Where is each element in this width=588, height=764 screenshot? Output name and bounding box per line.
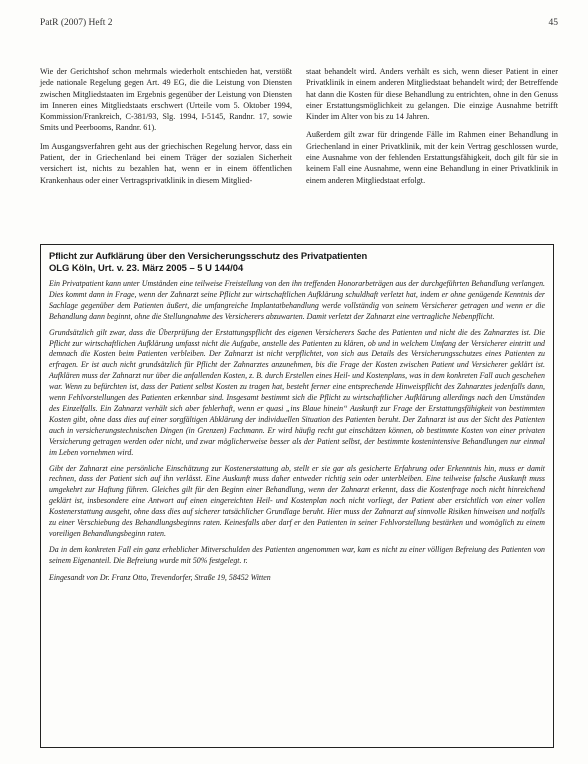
paragraph: Im Ausgangsverfahren geht aus der griechischen Regelung hervor, dass ein Patient, der in Griechenland bei einem Träger der sozialen Sicherheit versichert ist, nichts zu bezahlen hat, wenn er in einem öffentlichen Krankenhaus oder einer Vertragsprivatklinik in diesem Mitglied- — [40, 141, 292, 185]
left-column — [40, 66, 292, 193]
box-citation: OLG Köln, Urt. v. 23. März 2005 – 5 U 144/04 — [49, 262, 244, 273]
right-column — [306, 66, 558, 193]
paragraph: staat behandelt wird. Anders verhält es sich, wenn dieser Patient in einer Privatklinik in einem anderen Mitgliedstaat behandelt wird; der Betreffende hat dann die Kosten für diese Behandlung zu entrichten, ohne in den Genuss einer Erstattungsmöglichkeit zu gelangen. Die einzige Ausnahme betrifft Kinder im Alter von bis zu 14 Jahren. — [306, 67, 558, 122]
box-paragraph: Da in dem konkreten Fall ein ganz erheblicher Mitverschulden des Patienten angenommen war, kam es nicht zu einer völligen Befreiung des Patienten von seinem Eigenanteil. Die Befreiung wurde mit 50% festgelegt. r. — [49, 544, 545, 565]
box-paragraph: Grundsätzlich gilt zwar, dass die Überprüfung der Erstattungspflicht des eigenen Versicherers Sache des Patienten und nicht die des Zahnarztes ist. Die Pflicht zur wirtschaftlichen Aufklärung umfasst nicht die Aufgabe, anstelle des Patienten zu klären, ob und in welchem Umfang der Versicherer eintritt und demnach die Kosten beim Patienten verbleiben. Der Zahnarzt ist nicht verpflichtet, von sich aus Details des Versicherungsschutzes eines Patienten zu erfragen. Er ist auch nicht grundsätzlich für Pflicht der Zahnarztes anzunehmen, bis die Frage der Kosten zwischen Patient und Versicherer geklärt ist. Aufklären muss der Zahnarzt nur über die anfallenden Kosten, z. B. durch Erstellen eines Heil- und Kostenplans, was in dem konkreten Fall auch geschehen war. Wenn zu befürchten ist, dass der Patient selbst Kosten zu tragen hat, besteht ferner eine entsprechende Hinweispflicht des Zahnarztes jedenfalls dann, wenn Fehlvorstellungen des Patienten erkennbar sind. Insgesamt bestimmt sich die Pflicht zu wirtschaftlicher Aufklärung allerdings nach den Umständen des Einzelfalls. Ein Zahnarzt verhält sich aber fehlerhaft, wenn er quasi „ins Blaue hinein“ Auskunft zur Frage der Erstattungsfähigkeit von bestimmten Kosten gibt, ohne dass dies auf einer sorgfältigen Abklärung der individuellen Situation des Patienten beruht. Der Zahnarzt ist aus der Sicht des Patienten auch in versicherungstechnischen Dingen (in Grenzen) Fachmann. Er wird häufig recht gut einschätzen können, ob bestimmte Kosten von einer privaten Versicherung getragen werden oder nicht, und zwar möglicherweise besser als der Patient selbst, der bestimmte kostenintensive Behandlungen nur einmal im Leben vornehmen wird. — [49, 327, 545, 457]
page-number: 45 — [548, 18, 558, 28]
box-paragraph: Gibt der Zahnarzt eine persönliche Einschätzung zur Kostenerstattung ab, stellt er sie gar als gesicherte Erfahrung oder Erkenntnis hin, muss er damit rechnen, dass der Patient sich auf ihn verlässt. Eine Auskunft muss daher entweder richtig sein oder unterbleiben. Eine teilweise falsche Auskunft muss umgekehrt zur Haftung führen. Gleiches gilt für den Beginn einer Behandlung, wenn der Zahnarzt erkennt, dass die Kostenfrage noch nicht hinreichend geklärt ist, insbesondere eine Antwort auf einen eingereichten Heil- und Kostenplan noch nicht vorliegt, der Patient aber ersichtlich von einer vollen Kostenerstattung ausgeht, ohne dass dies auf sicherer tatsächlicher Grundlage beruht. Hier muss der Zahnarzt auf sinnvolle Risiken hinweisen und notfalls zu einer Verschiebung des Behandlungsbeginns raten. Keinesfalls aber darf er den Patienten in seiner Fehlvorstellung bestärken und womöglich zu einem voreiligen Behandlungsbeginn raten. — [49, 463, 545, 538]
box-title: Pflicht zur Aufklärung über den Versicherungsschutz des Privatpatienten — [49, 250, 368, 261]
running-head — [40, 18, 558, 28]
paragraph: Außerdem gilt zwar für dringende Fälle im Rahmen einer Behandlung in Griechenland in einer Privatklinik, mit der kein Vertrag geschlossen wurde, eine Ausnahme von der fehlenden Erstattungsfähigkeit, doch gilt für sie in keinem Fall eine Ausnahme, wenn eine Behandlung in einer Privatklinik in einem anderen Mitgliedstaat erfolgt. — [306, 130, 558, 185]
paragraph: Wie der Gerichtshof schon mehrmals wiederholt entschieden hat, verstößt jede nationale Regelung gegen Art. 49 EG, die die Leistung von Diensten zwischen Mitgliedstaaten im Ergebnis gegenüber der Leistung von Diensten im Inneren eines Mitgliedstaats erschwert (Urteile vom 5. Oktober 1994, Kommission/Frankreich, C-381/93, Slg. 1994, I-5145, Randnr. 17, sowie Smits und Peerbooms, Randnr. 61). — [40, 67, 292, 133]
journal-reference: PatR (2007) Heft 2 — [40, 18, 113, 28]
box-paragraph: Ein Privatpatient kann unter Umständen eine teilweise Freistellung von den ihn treffenden Honorarbeträgen aus der durchgeführten Behandlung verlangen. Dies kommt dann in Frage, wenn der Zahnarzt seine Pflicht zur wirtschaftlichen Aufklärung schuldhaft verletzt hat, indem er ohne genügende Kenntnis der Sachlage gegenüber dem Patienten äußert, die umfangreiche Implantatbehandlung werde vollständig von seinem Versicherer getragen und wenn er die Behandlung dann beginnt, ohne die Stellungnahme des Versicherers abzuwarten. Damit verletzt der Zahnarzt eine vertragliche Nebenpflicht. — [49, 279, 545, 321]
submitted-by: Eingesandt von Dr. Franz Otto, Trevendorfer, Straße 19, 58452 Witten — [49, 572, 271, 582]
case-summary-box — [40, 244, 554, 748]
two-column-text — [40, 66, 558, 193]
